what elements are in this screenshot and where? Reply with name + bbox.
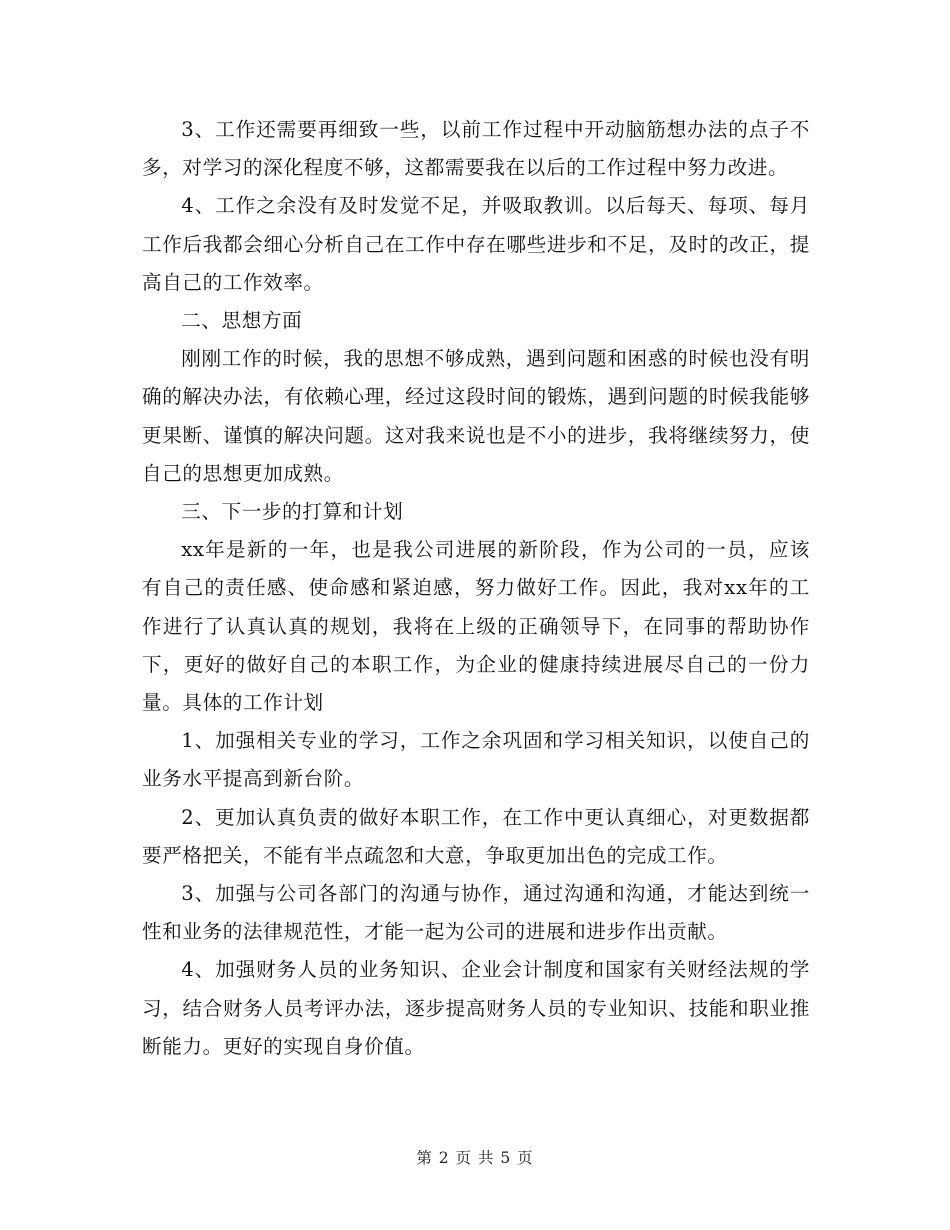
section-heading-plan: 三、下一步的打算和计划 [181, 500, 404, 524]
paragraph-work-detail: 3、工作还需要再细致一些，以前工作过程中开动脑筋想办法的点子不多，对学习的深化程度不够，这都需要我在以后的工作过程中努力改进。 [142, 118, 810, 180]
paragraph-plan-item-4: 4、加强财务人员的业务知识、企业会计制度和国家有关财经法规的学习，结合财务人员考评办法，逐步提高财务人员的专业知识、技能和职业推断能力。更好的实现自身价值。 [142, 958, 810, 1058]
section-heading-thinking: 二、思想方面 [181, 309, 303, 333]
paragraph-work-reflection: 4、工作之余没有及时发觉不足，并吸取教训。以后每天、每项、每月工作后我都会细心分析自己在工作中存在哪些进步和不足，及时的改正，提高自己的工作效率。 [142, 194, 810, 294]
paragraph-plan-item-3: 3、加强与公司各部门的沟通与协作，通过沟通和沟通，才能达到统一性和业务的法律规范性，才能一起为公司的进展和进步作出贡献。 [142, 882, 810, 944]
paragraph-plan-item-2: 2、更加认真负责的做好本职工作，在工作中更认真细心，对更数据都要严格把关，不能有半点疏忽和大意，争取更加出色的完成工作。 [142, 805, 810, 867]
page-number-footer: 第 2 页 共 5 页 [416, 1149, 534, 1167]
paragraph-thinking: 刚刚工作的时候，我的思想不够成熟，遇到问题和困惑的时候也没有明确的解决办法，有依赖心理，经过这段时间的锻炼，遇到问题的时候我能够更果断、谨慎的解决问题。这对我来说也是不小的进步，我将继续努力，使自己的思想更加成熟。 [142, 347, 810, 485]
document-body [142, 111, 810, 1066]
paragraph-plan-intro: xx年是新的一年，也是我公司进展的新阶段，作为公司的一员，应该有自己的责任感、使命感和紧迫感，努力做好工作。因此，我对xx年的工作进行了认真认真的规划，我将在上级的正确领导下，在同事的帮助协作下，更好的做好自己的本职工作，为企业的健康持续进展尽自己的一份力量。具体的工作计划 [142, 538, 810, 715]
paragraph-plan-item-1: 1、加强相关专业的学习，工作之余巩固和学习相关知识，以使自己的业务水平提高到新台阶。 [142, 729, 810, 791]
